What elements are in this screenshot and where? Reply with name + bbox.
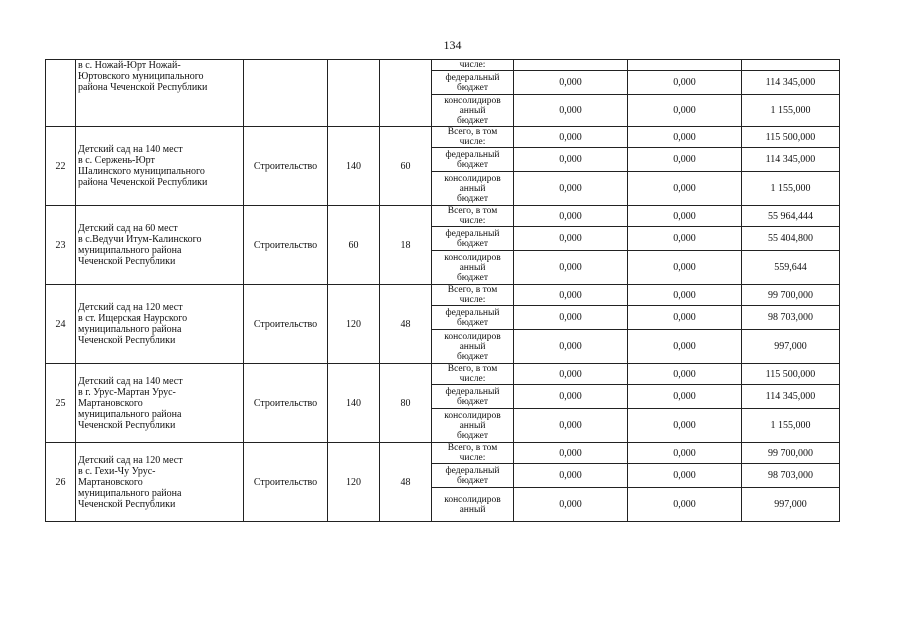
value-cell-text: 1 155,000 (770, 183, 811, 194)
capacity-text: 140 (346, 397, 361, 409)
funding-source-text: Всего, в том числе: (447, 443, 498, 463)
value-cell (628, 95, 742, 127)
column-5 (380, 443, 432, 522)
value-cell-text: 0,000 (559, 183, 582, 194)
work-type-text: Строительство (253, 160, 318, 172)
capacity (328, 127, 380, 206)
value-cell-text: 99 700,000 (768, 447, 813, 459)
value-cell (628, 464, 742, 488)
value-cell (514, 285, 628, 306)
value-cell (628, 330, 742, 364)
value-cell (514, 71, 628, 95)
row-number (46, 443, 76, 522)
column-5 (380, 60, 432, 127)
value-cell-text: 0,000 (673, 233, 696, 244)
row-number-text: 23 (55, 239, 66, 251)
value-cell-text: 99 700,000 (768, 289, 813, 301)
value-cell-text: 0,000 (559, 420, 582, 431)
value-cell (514, 385, 628, 409)
funding-source-text: консолидиров анный бюджет (444, 95, 501, 126)
funding-source-text: федеральный бюджет (445, 149, 500, 170)
funding-source (432, 330, 514, 364)
value-cell (514, 409, 628, 443)
work-type (244, 443, 328, 522)
budget-table (45, 59, 840, 522)
value-cell-text: 0,000 (559, 499, 582, 510)
column-5-text: 60 (400, 160, 411, 172)
column-5-text: 48 (400, 318, 411, 330)
funding-source-text: федеральный бюджет (445, 228, 500, 249)
value-cell-text: 0,000 (559, 77, 582, 88)
value-cell (742, 148, 840, 172)
column-5-text: 80 (400, 397, 411, 409)
value-cell (514, 127, 628, 148)
funding-source-text: федеральный бюджет (445, 386, 500, 407)
funding-source-text: федеральный бюджет (445, 72, 500, 93)
row-number-text: 25 (55, 397, 66, 409)
value-cell (514, 206, 628, 227)
funding-source-text: консолидиров анный (444, 494, 501, 515)
value-cell-text: 0,000 (673, 262, 696, 273)
funding-source (432, 306, 514, 330)
column-5-text: 48 (400, 476, 411, 488)
capacity (328, 60, 380, 127)
object-name (76, 364, 244, 443)
value-cell-text: 0,000 (673, 105, 696, 116)
object-name (76, 443, 244, 522)
value-cell (742, 60, 840, 71)
capacity-text: 140 (346, 160, 361, 172)
column-5 (380, 127, 432, 206)
value-cell-text: 0,000 (673, 341, 696, 352)
value-cell (628, 409, 742, 443)
value-cell-text: 0,000 (559, 447, 582, 459)
value-cell (742, 443, 840, 464)
value-cell-text: 55 404,800 (768, 233, 813, 244)
table-row (46, 443, 840, 464)
value-cell (628, 148, 742, 172)
work-type (244, 127, 328, 206)
page-number: 134 (443, 38, 462, 52)
value-cell-text: 114 345,000 (765, 154, 816, 165)
capacity (328, 443, 380, 522)
value-cell (514, 488, 628, 522)
value-cell-text: 0,000 (559, 368, 582, 380)
funding-source (432, 251, 514, 285)
value-cell (742, 172, 840, 206)
value-cell-text: 0,000 (559, 131, 582, 143)
row-number-text: 26 (55, 476, 66, 488)
capacity (328, 285, 380, 364)
funding-source-text: Всего, в том числе: (447, 127, 498, 147)
value-cell-text: 0,000 (559, 154, 582, 165)
table-row (46, 127, 840, 148)
value-cell (628, 60, 742, 71)
object-name (76, 206, 244, 285)
object-name-text: Детский сад на 140 мест в с. Сержень-Юрт Шалинского муниципального района Чеченской Республики (78, 144, 208, 188)
value-cell (514, 148, 628, 172)
value-cell (742, 71, 840, 95)
value-cell (514, 306, 628, 330)
funding-source-text: Всего, в том числе: (447, 206, 498, 226)
value-cell-text: 0,000 (559, 105, 582, 116)
table-row (46, 364, 840, 385)
value-cell-text: 0,000 (559, 341, 582, 352)
funding-source (432, 206, 514, 227)
value-cell-text: 0,000 (673, 289, 696, 301)
column-5 (380, 285, 432, 364)
work-type (244, 285, 328, 364)
funding-source (432, 443, 514, 464)
funding-source (432, 95, 514, 127)
value-cell-text: 0,000 (673, 312, 696, 323)
value-cell-text: 115 500,000 (765, 368, 816, 380)
value-cell-text: 559,644 (774, 262, 807, 273)
funding-source (432, 464, 514, 488)
value-cell (628, 127, 742, 148)
value-cell (628, 172, 742, 206)
value-cell (514, 251, 628, 285)
row-number (46, 364, 76, 443)
value-cell (628, 488, 742, 522)
value-cell (628, 285, 742, 306)
value-cell-text: 997,000 (774, 341, 807, 352)
value-cell (628, 306, 742, 330)
value-cell-text: 0,000 (559, 391, 582, 402)
capacity (328, 364, 380, 443)
funding-source (432, 71, 514, 95)
value-cell (742, 409, 840, 443)
funding-source (432, 364, 514, 385)
object-name-text: Детский сад на 60 мест в с.Ведучи Итум-Калинского муниципального района Чеченской Республики (78, 223, 202, 267)
value-cell-text: 0,000 (673, 77, 696, 88)
funding-source (432, 409, 514, 443)
object-name-text: Детский сад на 120 мест в с. Гехи-Чу Урус- Мартановского муниципального района Чеченской Республики (78, 454, 183, 510)
value-cell-text: 0,000 (673, 183, 696, 194)
value-cell (742, 330, 840, 364)
value-cell (628, 206, 742, 227)
capacity (328, 206, 380, 285)
value-cell (628, 385, 742, 409)
table-row (46, 285, 840, 306)
value-cell-text: 0,000 (673, 368, 696, 380)
value-cell (514, 172, 628, 206)
row-number-text: 24 (55, 318, 66, 330)
column-5 (380, 364, 432, 443)
value-cell-text: 0,000 (673, 391, 696, 402)
work-type-text: Строительство (253, 476, 318, 488)
value-cell-text: 0,000 (673, 131, 696, 143)
table-row (46, 206, 840, 227)
value-cell-text: 997,000 (774, 499, 807, 510)
row-number-text: 22 (55, 160, 66, 172)
funding-source (432, 172, 514, 206)
funding-source-text: консолидиров анный бюджет (444, 252, 501, 283)
object-name-text: в с. Ножай-Юрт Ножай- Юртовского муниципального района Чеченской Республики (78, 60, 208, 93)
value-cell (742, 488, 840, 522)
value-cell-text: 1 155,000 (770, 420, 811, 431)
value-cell-text: 98 703,000 (768, 312, 813, 323)
work-type-text: Строительство (253, 239, 318, 251)
value-cell (514, 60, 628, 71)
capacity-text: 120 (346, 318, 361, 330)
value-cell (742, 127, 840, 148)
funding-source-text: числе: (459, 60, 486, 70)
funding-source-text: консолидиров анный бюджет (444, 173, 501, 204)
column-5-text: 18 (400, 239, 411, 251)
value-cell (514, 330, 628, 364)
object-name (76, 60, 244, 127)
funding-source-text: Всего, в том числе: (447, 364, 498, 384)
work-type-text: Строительство (253, 397, 318, 409)
funding-source (432, 148, 514, 172)
work-type (244, 206, 328, 285)
object-name (76, 285, 244, 364)
funding-source (432, 127, 514, 148)
funding-source (432, 227, 514, 251)
value-cell (742, 251, 840, 285)
work-type-text: Строительство (253, 318, 318, 330)
value-cell-text: 0,000 (559, 289, 582, 301)
funding-source (432, 285, 514, 306)
value-cell (514, 464, 628, 488)
value-cell (628, 227, 742, 251)
value-cell-text: 0,000 (559, 210, 582, 222)
value-cell (742, 227, 840, 251)
table-row (46, 60, 840, 71)
value-cell (628, 364, 742, 385)
value-cell-text: 55 964,444 (768, 210, 813, 222)
capacity-text: 120 (346, 476, 361, 488)
value-cell-text: 0,000 (673, 210, 696, 222)
value-cell-text: 0,000 (559, 312, 582, 323)
value-cell (628, 71, 742, 95)
value-cell-text: 0,000 (673, 154, 696, 165)
value-cell-text: 98 703,000 (768, 470, 813, 481)
value-cell-text: 115 500,000 (765, 131, 816, 143)
value-cell (514, 227, 628, 251)
value-cell (628, 251, 742, 285)
value-cell (742, 306, 840, 330)
value-cell (514, 364, 628, 385)
value-cell (742, 95, 840, 127)
value-cell-text: 114 345,000 (765, 77, 816, 88)
row-number (46, 206, 76, 285)
value-cell-text: 0,000 (559, 470, 582, 481)
value-cell (742, 385, 840, 409)
funding-source-text: консолидиров анный бюджет (444, 410, 501, 441)
value-cell (742, 206, 840, 227)
value-cell-text: 0,000 (559, 262, 582, 273)
object-name-text: Детский сад на 120 мест в ст. Ищерская Наурского муниципального района Чеченской Республики (78, 302, 188, 346)
value-cell-text: 1 155,000 (770, 105, 811, 116)
value-cell (742, 285, 840, 306)
column-5 (380, 206, 432, 285)
row-number (46, 285, 76, 364)
table-body (46, 60, 840, 522)
funding-source-text: федеральный бюджет (445, 307, 500, 328)
row-number (46, 127, 76, 206)
value-cell (742, 364, 840, 385)
funding-source (432, 488, 514, 522)
capacity-text: 60 (348, 239, 359, 251)
value-cell-text: 0,000 (673, 499, 696, 510)
value-cell (514, 95, 628, 127)
value-cell-text: 0,000 (559, 233, 582, 244)
work-type (244, 60, 328, 127)
funding-source-text: консолидиров анный бюджет (444, 331, 501, 362)
funding-source-text: Всего, в том числе: (447, 285, 498, 305)
funding-source (432, 385, 514, 409)
value-cell (628, 443, 742, 464)
funding-source-text: федеральный бюджет (445, 465, 500, 486)
value-cell (742, 464, 840, 488)
object-name (76, 127, 244, 206)
value-cell-text: 0,000 (673, 447, 696, 459)
value-cell-text: 0,000 (673, 470, 696, 481)
object-name-text: Детский сад на 140 мест в г. Урус-Мартан Урус- Мартановского муниципального района Чеченской Республики (78, 375, 183, 431)
work-type (244, 364, 328, 443)
row-number (46, 60, 76, 127)
value-cell-text: 114 345,000 (765, 391, 816, 402)
value-cell (514, 443, 628, 464)
funding-source (432, 60, 514, 71)
value-cell-text: 0,000 (673, 420, 696, 431)
